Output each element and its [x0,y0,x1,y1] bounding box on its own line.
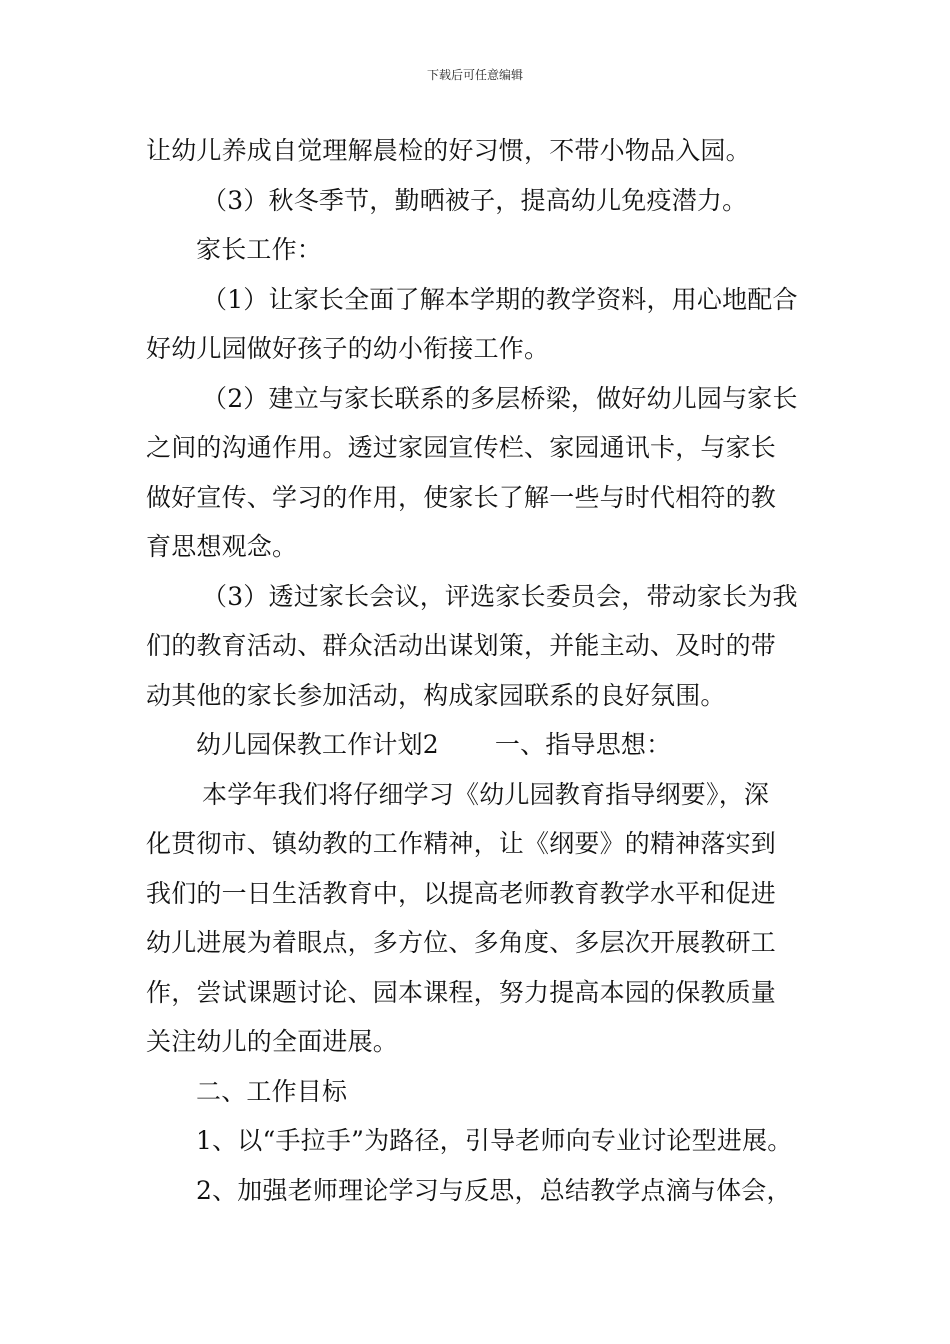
paragraph-line: 化贯彻市、镇幼教的工作精神，让《纲要》的精神落实到 [146,829,777,858]
paragraph-line: 让幼儿养成自觉理解晨检的好习惯，不带小物品入园。 [146,136,751,165]
page-header: 下载后可任意编辑 [426,68,523,82]
paragraph-line: 育思想观念。 [146,532,298,561]
paragraph-line: 作，尝试课题讨论、园本课程，努力提高本园的保教质量 [146,977,777,1007]
section-heading: 一、指导思想： [494,730,672,759]
paragraph-line: 动其他的家长参加活动，构成家园联系的良好氛围。 [146,680,726,710]
paragraph-line: （2）建立与家长联系的多层桥梁，做好幼儿园与家长 [202,383,798,413]
paragraph-line: 关注幼儿的全面进展。 [146,1027,399,1056]
paragraph-line: （3）秋冬季节，勤晒被子，提高幼儿免疫潜力。 [202,185,748,215]
list-item: 2、加强老师理论学习与反思，总结教学点滴与体会， [196,1175,792,1205]
document-body [146,126,812,1215]
paragraph-line: 们的教育活动、群众活动出谋划策，并能主动、及时的带 [146,631,777,660]
section-heading: 家长工作： [196,235,323,264]
paragraph-line: （3）透过家长会议，评选家长委员会，带动家长为我 [202,581,798,611]
paragraph-line: （1）让家长全面了解本学期的教学资料，用心地配合 [202,284,798,314]
paragraph-line: 做好宣传、学习的作用，使家长了解一些与时代相符的教 [146,482,777,512]
section-heading: 二、工作目标 [196,1076,348,1106]
plan-title: 幼儿园保教工作计划2 [196,730,439,759]
paragraph-line: 本学年我们将仔细学习《幼儿园教育指导纲要》，深 [202,779,770,809]
paragraph-line: 之间的沟通作用。透过家园宣传栏、家园通讯卡，与家长 [146,433,777,462]
paragraph-line: 好幼儿园做好孩子的幼小衔接工作。 [146,334,550,363]
paragraph-line: 我们的一日生活教育中，以提高老师教育教学水平和促进 [146,878,777,908]
plan-title-line [146,720,812,770]
paragraph-line: 幼儿进展为着眼点，多方位、多角度、多层次开展教研工 [146,928,777,957]
list-item: 1、以“手拉手”为路径，引导老师向专业讨论型进展。 [196,1126,793,1155]
